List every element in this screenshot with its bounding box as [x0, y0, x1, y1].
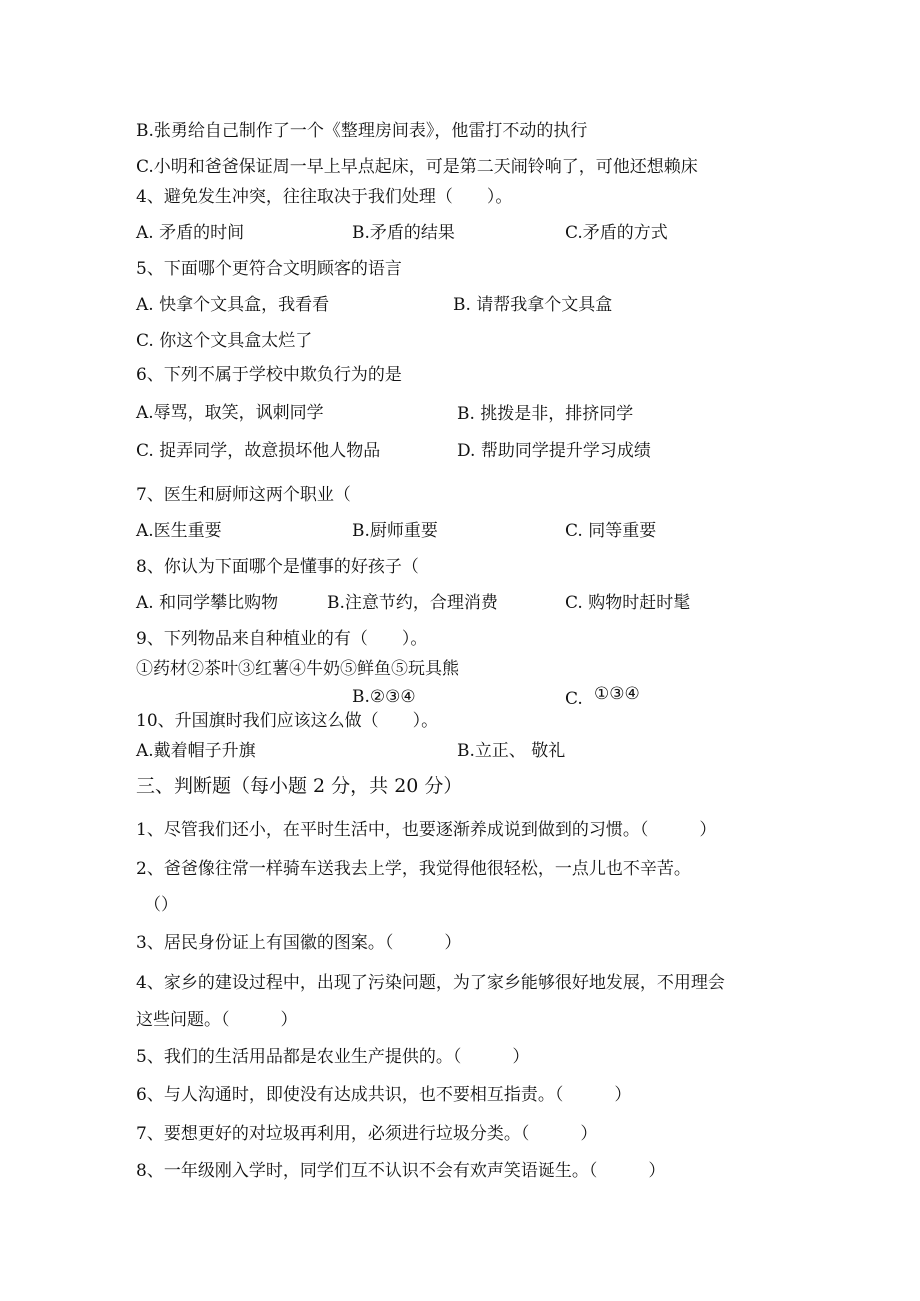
question-4-stem: 4、避免发生冲突，往往取决于我们处理（ ）。 [136, 187, 513, 207]
question-6-option-d: D. 帮助同学提升学习成绩 [457, 441, 651, 461]
true-false-item-2: 2、爸爸像往常一样骑车送我去上学，我觉得他很轻松，一点儿也不辛苦。 [136, 859, 691, 879]
question-7-option-a: A.医生重要 [136, 521, 222, 541]
question-8-stem: 8、你认为下面哪个是懂事的好孩子（ [136, 557, 419, 577]
true-false-item-7: 7、要想更好的对垃圾再利用，必须进行垃圾分类。（ ） [136, 1124, 598, 1144]
true-false-item-5: 5、我们的生活用品都是农业生产提供的。（ ） [136, 1047, 530, 1067]
question-6-stem: 6、下列不属于学校中欺负行为的是 [136, 365, 402, 385]
question-9-stem: 9、下列物品来自种植业的有（ ）。 [136, 629, 428, 649]
question-6-option-a: A.辱骂，取笑，讽刺同学 [136, 403, 324, 423]
true-false-item-2-blank: （） [144, 895, 178, 915]
question-5-option-b: B. 请帮我拿个文具盒 [453, 295, 613, 315]
true-false-item-1: 1、尽管我们还小，在平时生活中，也要逐渐养成说到做到的习惯。（ ） [136, 820, 717, 840]
question-6-option-c: C. 捉弄同学，故意损坏他人物品 [136, 441, 381, 461]
true-false-item-4-cont: 这些问题。（ ） [136, 1010, 298, 1030]
question-9-option-b: B.②③④ [352, 687, 416, 707]
question-9-items: ①药材②茶叶③红薯④牛奶⑤鲜鱼⑤玩具熊 [136, 659, 459, 679]
question-7-option-b: B.厨师重要 [352, 521, 438, 541]
question-7-stem: 7、医生和厨师这两个职业（ [136, 485, 351, 505]
question-8-option-b: B.注意节约，合理消费 [327, 593, 498, 613]
true-false-item-4: 4、家乡的建设过程中，出现了污染问题，为了家乡能够很好地发展，不用理会 [136, 973, 725, 993]
question-8-option-c: C. 购物时赶时髦 [565, 593, 691, 613]
option-b-text: B.张勇给自己制作了一个《整理房间表》，他雷打不动的执行 [136, 121, 588, 141]
question-9-option-c-value: ①③④ [594, 684, 640, 704]
question-4-option-c: C.矛盾的方式 [565, 223, 668, 243]
question-5-option-c: C. 你这个文具盒太烂了 [136, 331, 313, 351]
question-10-option-b: B.立正、 敬礼 [457, 741, 566, 761]
question-4-option-b: B.矛盾的结果 [352, 223, 455, 243]
true-false-item-8: 8、一年级刚入学时，同学们互不认识不会有欢声笑语诞生。（ ） [136, 1161, 666, 1181]
question-8-option-a: A. 和同学攀比购物 [136, 593, 279, 613]
question-7-option-c: C. 同等重要 [565, 521, 657, 541]
true-false-item-3: 3、居民身份证上有国徽的图案。（ ） [136, 933, 462, 953]
section-3-heading: 三、判断题（每小题 2 分，共 20 分） [136, 775, 463, 797]
question-10-option-a: A.戴着帽子升旗 [136, 741, 256, 761]
true-false-item-6: 6、与人沟通时，即使没有达成共识，也不要相互指责。（ ） [136, 1085, 632, 1105]
question-9-option-c-label: C. [565, 689, 583, 709]
question-6-option-b: B. 挑拨是非，排挤同学 [457, 404, 634, 424]
question-4-option-a: A. 矛盾的时间 [136, 223, 245, 243]
option-c-text: C.小明和爸爸保证周一早上早点起床，可是第二天闹铃响了，可他还想赖床 [136, 157, 698, 177]
question-5-stem: 5、下面哪个更符合文明顾客的语言 [136, 259, 402, 279]
question-5-option-a: A. 快拿个文具盒，我看看 [136, 295, 330, 315]
question-10-stem: 10、升国旗时我们应该这么做（ ）。 [136, 711, 439, 731]
